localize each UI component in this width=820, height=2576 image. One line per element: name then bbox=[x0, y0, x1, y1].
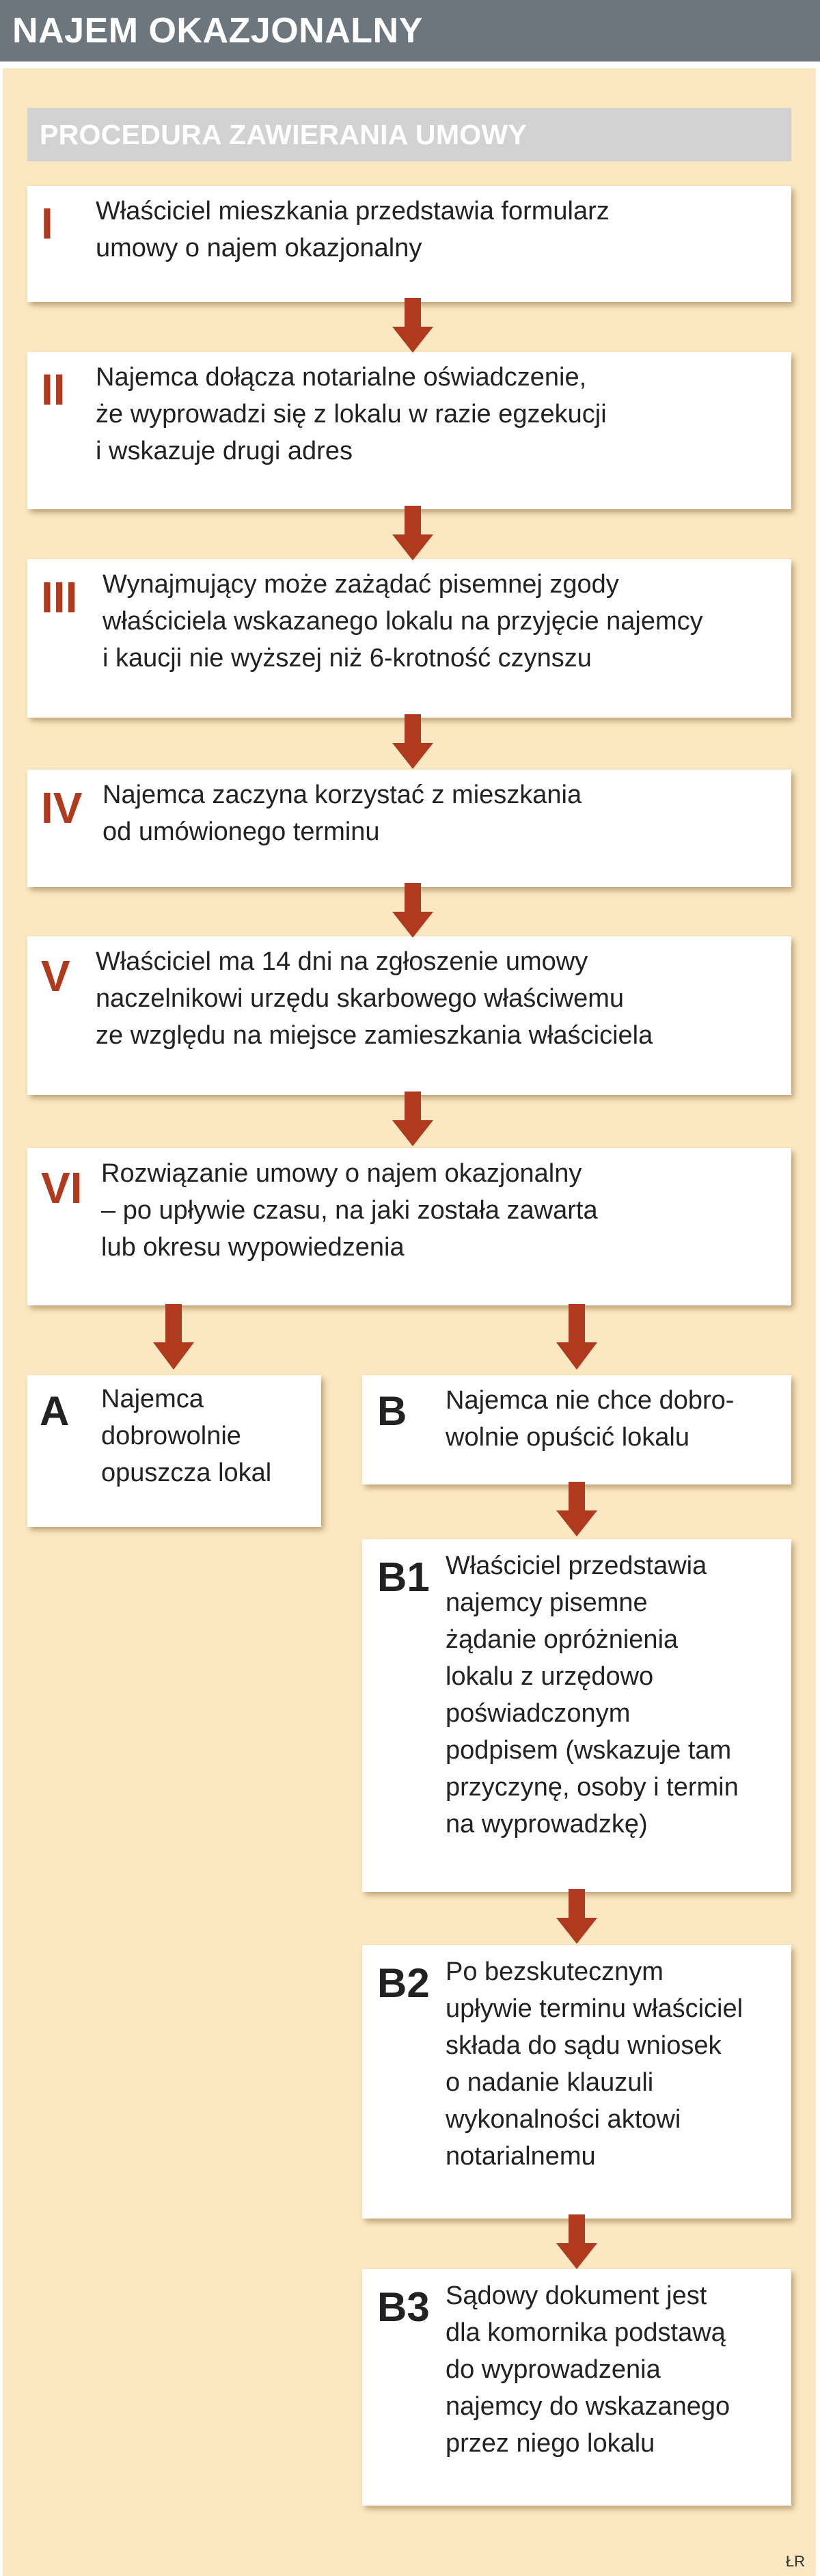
author-credit: ŁR bbox=[785, 2553, 805, 2570]
arrow-down-icon bbox=[152, 1304, 195, 1371]
arrow-down-icon bbox=[555, 1304, 599, 1371]
step-number-6: VI bbox=[41, 1163, 83, 1212]
arrow-down-icon bbox=[391, 506, 435, 562]
arrow-down-icon bbox=[391, 1092, 435, 1148]
arrow-down-icon bbox=[555, 2214, 599, 2270]
step-number-3: III bbox=[41, 573, 78, 622]
arrow-down-icon bbox=[555, 1482, 599, 1538]
arrow-down-icon bbox=[555, 1889, 599, 1945]
branch-b2-text: Po bezskutecznym upływie terminu właściciel składa do sądu wniosek o nadanie klauzuli wykonalności aktowi notarialnemu bbox=[446, 1957, 743, 2171]
branch-b1-label: B1 bbox=[377, 1554, 430, 1600]
branch-b-label: B bbox=[377, 1388, 407, 1434]
step-number-1: I bbox=[41, 199, 53, 248]
arrow-down-icon bbox=[391, 883, 435, 939]
step-number-2: II bbox=[41, 365, 66, 414]
branch-a-label: A bbox=[40, 1388, 70, 1434]
step-text-2: Najemca dołącza notarialne oświadczenie, że wyprowadzi się z lokalu w razie egzekucji i wskazuje drugi adres bbox=[96, 363, 607, 465]
branch-b1-text: Właściciel przedstawia najemcy pisemne żądanie opróżnienia lokalu z urzędowo poświadczonym podpisem (wskazuje tam przyczynę, osoby i termin na wyprowadzkę) bbox=[446, 1551, 739, 1839]
step-text-1: Właściciel mieszkania przedstawia formularz umowy o najem okazjonalny bbox=[96, 197, 610, 262]
branch-b3-text: Sądowy dokument jest dla komornika podstawą do wyprowadzenia najemcy do wskazanego przez niego lokalu bbox=[446, 2281, 730, 2458]
branch-a-text: Najemca dobrowolnie opuszcza lokal bbox=[101, 1385, 272, 1487]
arrow-down-icon bbox=[391, 298, 435, 354]
branch-b-text: Najemca nie chce dobro- wolnie opuścić lokalu bbox=[446, 1386, 735, 1452]
step-number-5: V bbox=[41, 951, 70, 1001]
step-text-4: Najemca zaczyna korzystać z mieszkania od umówionego terminu bbox=[102, 781, 582, 846]
step-text-5: Właściciel ma 14 dni na zgłoszenie umowy naczelnikowi urzędu skarbowego właściwemu ze względu na miejsce zamieszkania właściciela bbox=[96, 947, 653, 1050]
step-text-3: Wynajmujący może zażądać pisemnej zgody właściciela wskazanego lokalu na przyjęcie najemcy i kaucji nie wyższej niż 6-krotność czynszu bbox=[102, 570, 703, 673]
page-title: NAJEM OKAZJONALNY bbox=[12, 11, 423, 51]
step-text-6: Rozwiązanie umowy o najem okazjonalny – po upływie czasu, na jaki została zawarta lub okresu wypowiedzenia bbox=[101, 1159, 598, 1262]
branch-b2-label: B2 bbox=[377, 1960, 430, 2006]
step-number-4: IV bbox=[41, 783, 83, 832]
section-title: PROCEDURA ZAWIERANIA UMOWY bbox=[40, 119, 528, 150]
arrow-down-icon bbox=[391, 714, 435, 770]
branch-b3-label: B3 bbox=[377, 2284, 430, 2330]
